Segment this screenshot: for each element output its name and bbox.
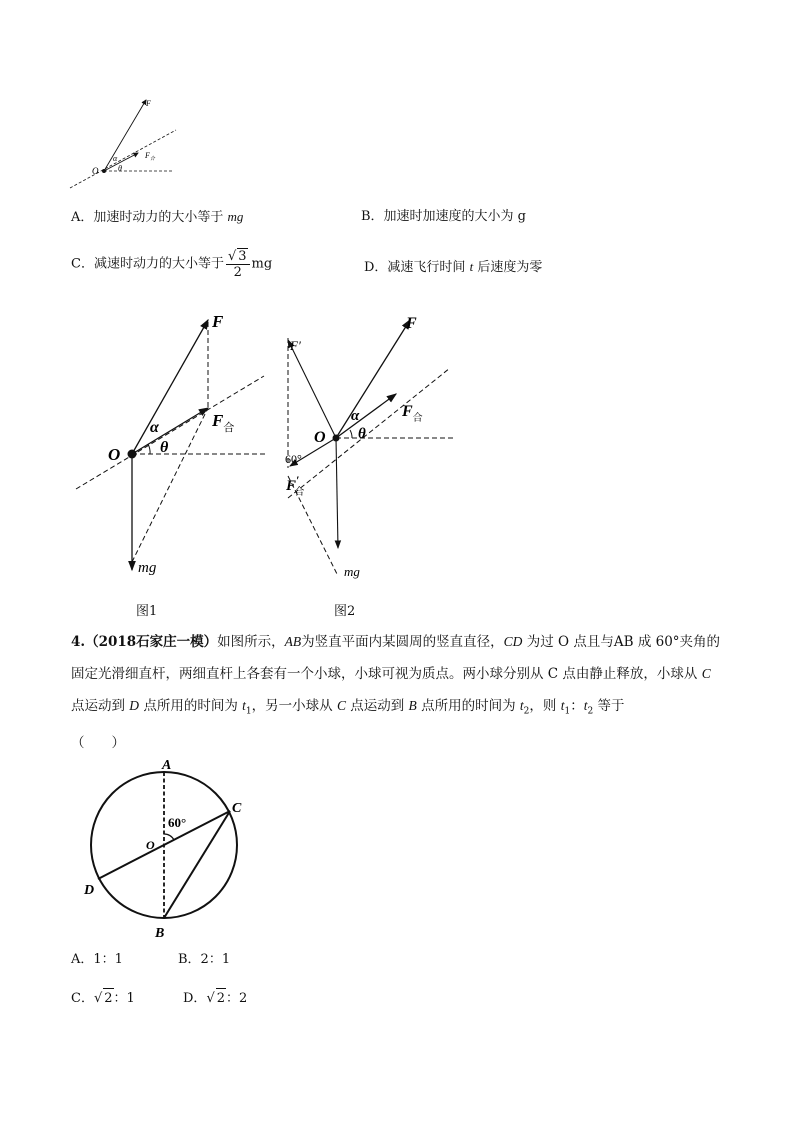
label-theta: θ	[160, 439, 169, 456]
label-O: O	[108, 445, 121, 464]
angle-arc-60	[164, 834, 174, 840]
dashed-incline-line	[288, 368, 450, 498]
angle-arc	[148, 444, 150, 454]
figure-2-caption: 图2	[334, 604, 356, 619]
force-F-arrow	[132, 320, 208, 454]
label-alpha: α	[113, 154, 118, 163]
label-Fhe: $F_合$	[212, 411, 235, 434]
label-Fprime: F′	[290, 338, 301, 353]
label-D: D	[84, 883, 95, 898]
label-60deg: 60°	[168, 815, 187, 830]
label-theta: θ	[358, 426, 366, 442]
q4-option-d[interactable]: D．√ 2：2	[183, 988, 247, 1009]
label-C: C	[232, 801, 242, 816]
q3-option-d[interactable]: D．减速飞行时间 t 后速度为零	[364, 259, 543, 275]
point-O	[333, 435, 340, 442]
force-Fprime-arrow	[288, 340, 336, 438]
label-Fhe2: F′合	[286, 473, 305, 498]
force-Fhe-arrow	[336, 394, 396, 438]
figure-1-diagram	[70, 308, 275, 580]
label-F: F	[406, 315, 417, 332]
label-alpha: α	[150, 419, 159, 436]
figure-2-diagram	[278, 308, 458, 583]
fraction-sqrt3-over-2: $\frac{√ 3}{2}$	[226, 248, 250, 280]
answer-blank: （ ）	[71, 734, 125, 751]
q3-option-b[interactable]: B．加速时加速度的大小为 g	[361, 209, 527, 224]
small-force-diagram	[66, 92, 186, 190]
q3-option-a[interactable]: A．加速时动力的大小等于 mg	[71, 209, 244, 225]
figure-1-caption: 图1	[136, 604, 158, 619]
question-4-text: 4.（2018石家庄一模）如图所示，AB为竖直平面内某圆周的竖直直径，CD 为过 O 点且与AB 成 60°夹角的固定光滑细直杆，两细直杆上各套有一个小球，小球可视为质点。两小球分别从 C 点由静止释放，小球从 C 点运动到 D 点所用的时间为 $t_1$，另一小球从 C 点运动到 B 点所用的时间为 $t_2$，则 $t_1$：$t_2$ 等于 （ ）	[71, 634, 721, 751]
question-source: （2018石家庄一模）	[85, 634, 218, 650]
label-Fhe: $F_合$	[145, 151, 155, 162]
label-A: A	[162, 758, 172, 773]
q4-option-c[interactable]: C．√ 2：1	[71, 988, 135, 1009]
q4-option-b[interactable]: B．2：1	[178, 952, 231, 967]
question-number: 4.	[71, 634, 86, 650]
q3-option-c[interactable]: C．减速时动力的大小等于 $\frac{√ 3}{2}$ mg	[71, 249, 273, 280]
label-O: O	[92, 166, 99, 176]
q4-option-a[interactable]: A．1：1	[71, 952, 123, 967]
label-theta: θ	[118, 164, 122, 173]
angle-arc	[350, 430, 352, 438]
dashed-incline-line	[76, 376, 264, 489]
label-mg: mg	[138, 560, 157, 576]
label-alpha: α	[351, 408, 360, 424]
force-F-arrow	[336, 320, 410, 438]
circle-diagram	[82, 754, 247, 944]
point-O	[128, 450, 137, 459]
label-Fhe: $F_合$	[402, 403, 423, 424]
label-mg: mg	[344, 564, 360, 579]
force-mg-arrow	[336, 438, 338, 548]
label-B: B	[155, 926, 165, 941]
label-O: O	[314, 429, 326, 446]
label-60deg: 60°	[285, 452, 302, 466]
label-F: F	[146, 99, 151, 108]
point-O	[102, 169, 106, 173]
label-O: O	[146, 838, 155, 852]
label-F: F	[212, 312, 224, 331]
